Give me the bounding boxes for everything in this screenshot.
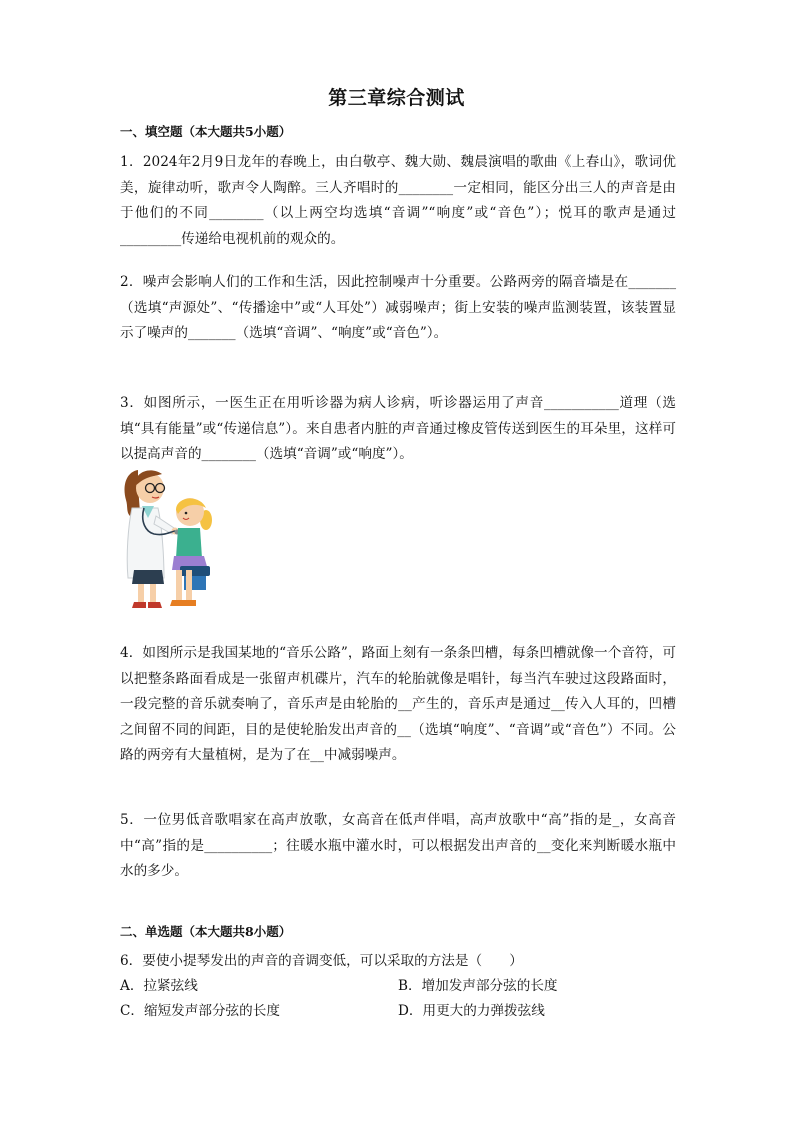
option-d: D．用更大的力弹拨弦线 xyxy=(398,1003,545,1019)
question-5 xyxy=(120,808,676,885)
section-heading-single-choice: 二、单选题（本大题共8小题） xyxy=(120,924,292,939)
question-6-options xyxy=(120,974,676,1024)
question-3-text: 3．如图所示，一医生正在用听诊器为病人诊病，听诊器运用了声音___________道理（选填“具有能量”或“传递信息”）。来自患者内脏的声音通过橡皮管传送到医生的耳朵里，这样可以提高声音的________（选填“音调”或“响度”）。 xyxy=(120,395,676,462)
question-1-text: 1．2024年2月9日龙年的春晚上，由白敬亭、魏大勋、魏晨演唱的歌曲《上春山》，歌词优美，旋律动听，歌声令人陶醉。三人齐唱时的________一定相同，能区分出三人的声音是由于他们的不同________（以上两空均选填“音调”“响度”或“音色”）；悦耳的歌声是通过_________传递给电视机前的观众的。 xyxy=(120,154,676,247)
question-2 xyxy=(120,270,676,347)
doctor-examining-child-illustration xyxy=(120,466,214,612)
question-6 xyxy=(120,949,676,975)
question-3 xyxy=(120,391,676,468)
section-heading-fill-in: 一、填空题（本大题共5小题） xyxy=(120,124,292,139)
question-2-text: 2．噪声会影响人们的工作和生活，因此控制噪声十分重要。公路两旁的隔音墙是在_______（选填“声源处”、“传播途中”或“人耳处”）减弱噪声；街上安装的噪声监测装置，该装置显示了噪声的_______（选填“音调”、“响度”或“音色”）。 xyxy=(120,274,676,341)
question-6-stem: 6．要使小提琴发出的声音的音调变低，可以采取的方法是（ ） xyxy=(120,953,523,969)
option-b: B．增加发声部分弦的长度 xyxy=(398,978,558,994)
option-a: A．拉紧弦线 xyxy=(120,978,198,994)
options-row-2 xyxy=(120,999,676,1024)
question-5-text: 5．一位男低音歌唱家在高声放歌，女高音在低声伴唱，高声放歌中“高”指的是_，女高音中“高”指的是__________；往暖水瓶中灌水时，可以根据发出声音的__变化来判断暖水瓶中水的多少。 xyxy=(120,812,676,879)
question-4-text: 4．如图所示是我国某地的“音乐公路”，路面上刻有一条条凹槽，每条凹槽就像一个音符，可以把整条路面看成是一张留声机碟片，汽车的轮胎就像是唱针，每当汽车驶过这段路面时，一段完整的音乐就奏响了，音乐声是由轮胎的__产生的，音乐声是通过__传入人耳的，凹槽之间留不同的间距，目的是使轮胎发出声音的__（选填“响度”、“音调”或“音色”）不同。公路的两旁有大量植树，是为了在__中减弱噪声。 xyxy=(120,645,676,763)
page-title: 第三章综合测试 xyxy=(328,87,465,109)
options-row-1 xyxy=(120,974,676,999)
question-4 xyxy=(120,641,676,769)
question-1 xyxy=(120,150,676,252)
option-c: C．缩短发声部分弦的长度 xyxy=(120,1003,280,1019)
